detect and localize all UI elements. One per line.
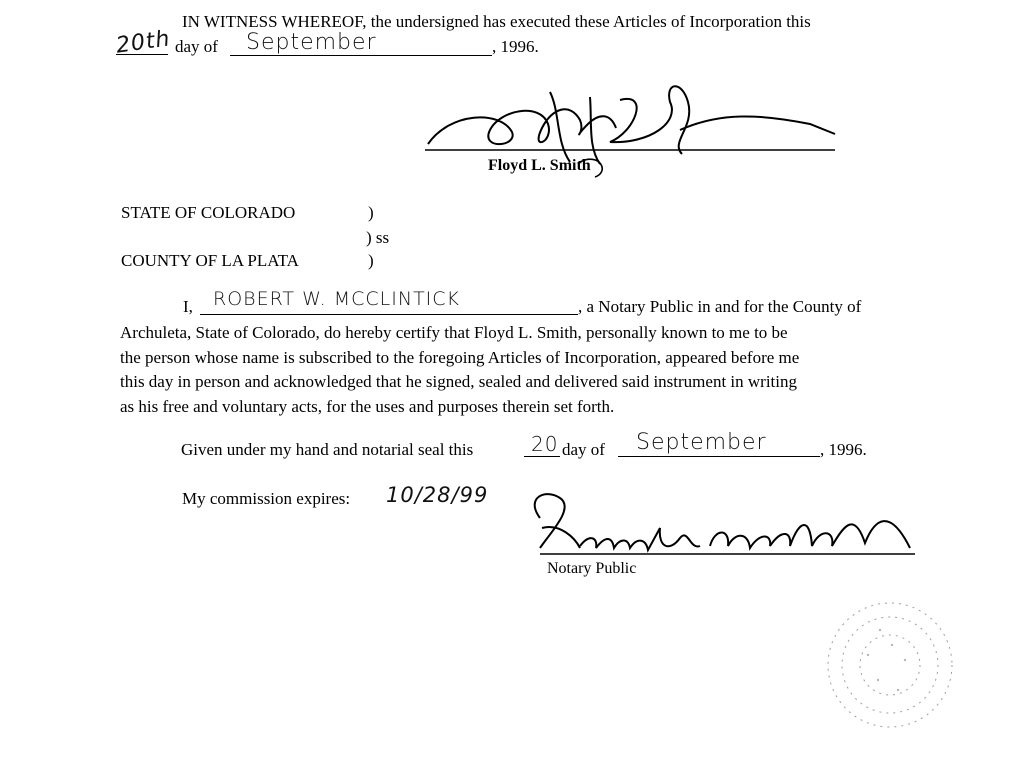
venue-paren-1: ) [368, 203, 374, 222]
statement-line: this day in person and acknowledged that he signed, sealed and delivered said instrument in writing [120, 372, 797, 391]
handwritten-month: September [246, 30, 377, 55]
signer-name: Floyd L. Smith [488, 157, 591, 174]
handwritten-commission-date: 10/28/99 [386, 483, 489, 507]
notary-public-caption: Notary Public [547, 560, 637, 577]
witness-line-1: IN WITNESS WHEREOF, the undersigned has executed these Articles of Incorporation this [182, 12, 811, 31]
month-fill-line [230, 55, 492, 56]
handwritten-given-day: 20 [531, 432, 559, 456]
given-text: Given under my hand and notarial seal this [181, 440, 474, 459]
venue-state: STATE OF COLORADO [121, 203, 296, 222]
day-fill-line [116, 54, 168, 55]
venue-paren-2: ) [368, 251, 374, 270]
venue-county: COUNTY OF LA PLATA [121, 251, 299, 270]
handwritten-given-month: September [636, 430, 767, 455]
signer-signature [420, 72, 840, 182]
statement-line: Archuleta, State of Colorado, do hereby certify that Floyd L. Smith, personally known to me to be [120, 323, 788, 342]
witness-year: , 1996. [492, 37, 539, 56]
statement-line: as his free and voluntary acts, for the uses and purposes therein set forth. [120, 396, 615, 416]
given-month-fill-line [618, 456, 820, 457]
commission-label: My commission expires: [182, 489, 351, 508]
given-day-of: day of [562, 440, 605, 459]
statement-after-name: , a Notary Public in and for the County of [578, 297, 862, 316]
statement-paragraph [120, 321, 915, 419]
given-year: , 1996. [820, 440, 867, 459]
venue-ss: ) ss [366, 228, 390, 247]
notary-seal [820, 590, 930, 740]
notary-name-fill-line [200, 314, 578, 315]
handwritten-notary-name: ROBERT W. MCCLINTICK [213, 288, 461, 310]
handwritten-day: 20th [114, 26, 173, 59]
statement-line: the person whose name is subscribed to the foregoing Articles of Incorporation, appeared before me [120, 347, 800, 367]
witness-day-of: day of [175, 37, 218, 56]
given-day-fill-line [524, 456, 560, 457]
statement-prefix: I, [183, 297, 193, 316]
